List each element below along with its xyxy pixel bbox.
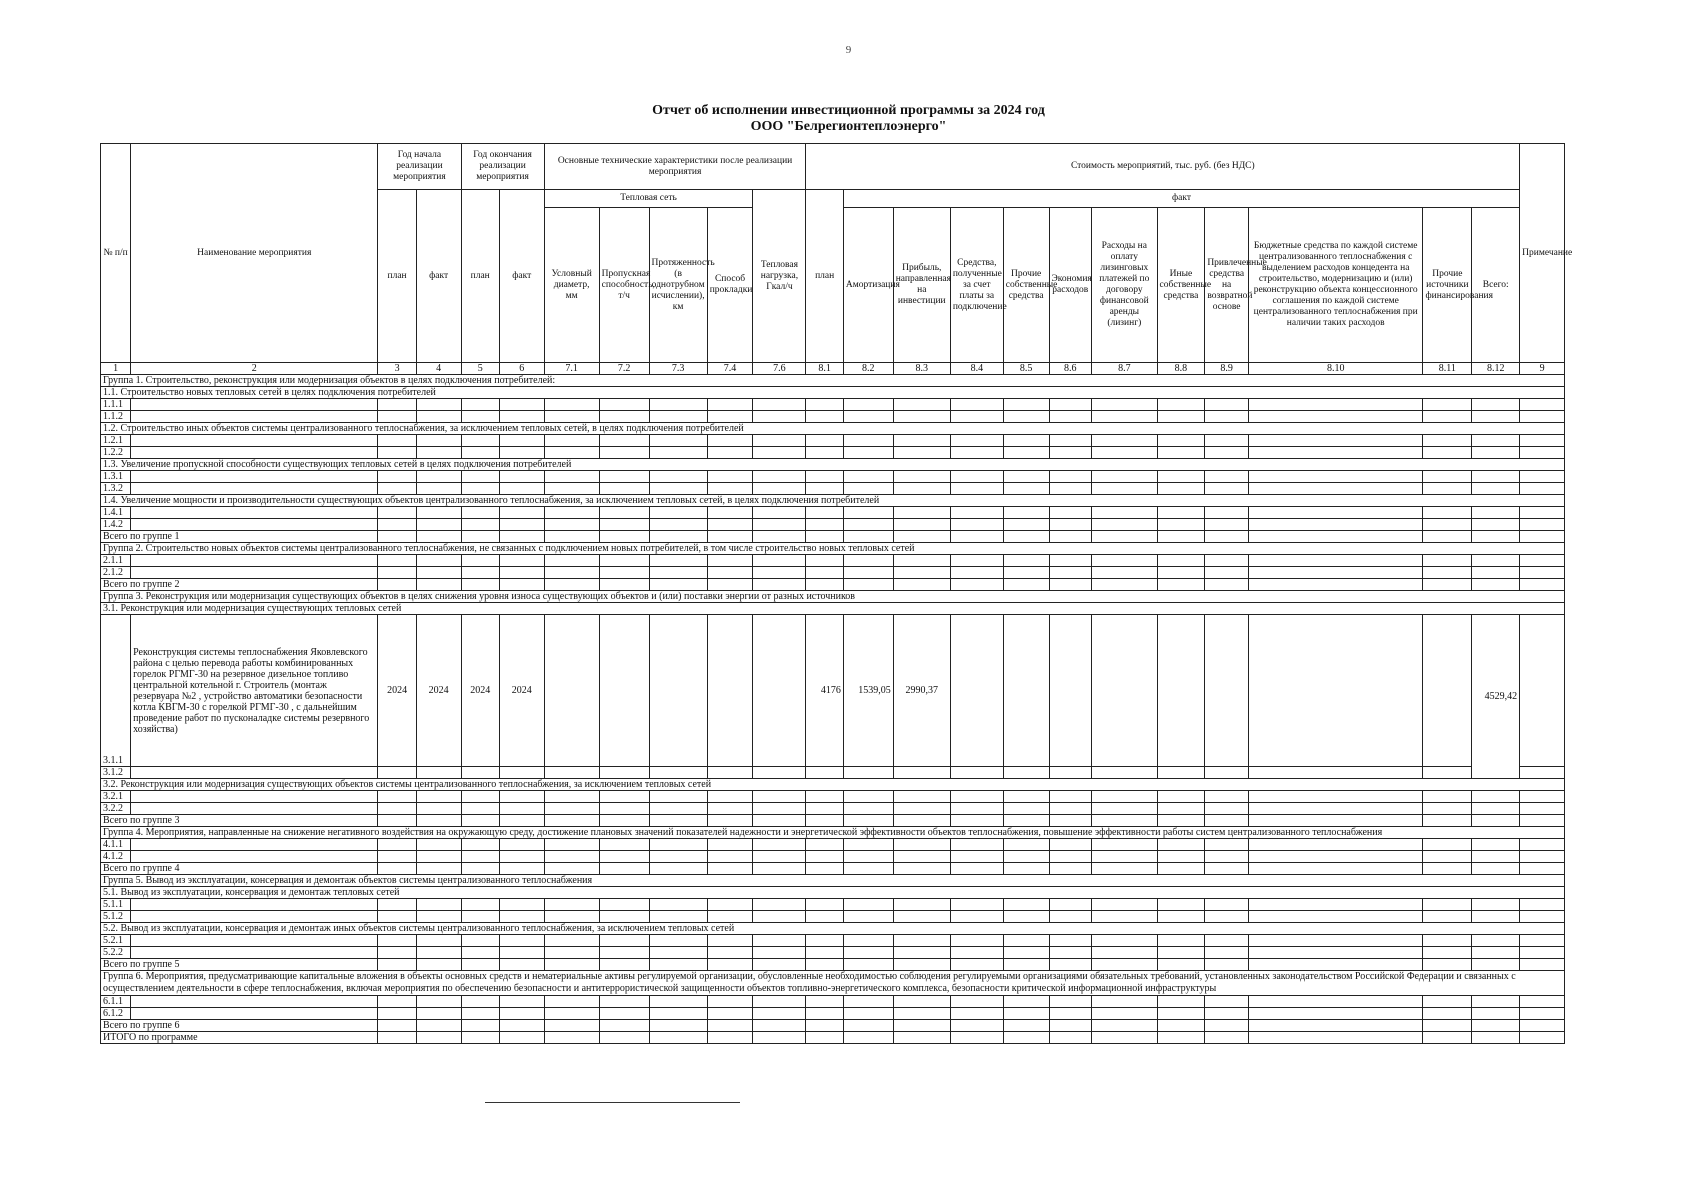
title-line-1: Отчет об исполнении инвестиционной программы за 2024 год bbox=[652, 103, 1045, 118]
col-num: 8.4 bbox=[950, 363, 1003, 375]
page-number: 9 bbox=[845, 44, 852, 56]
profit-value: 2990,37 bbox=[893, 615, 950, 767]
year-end-fact: 2024 bbox=[499, 615, 544, 767]
row-id: 5.1.1 bbox=[101, 899, 131, 911]
row-id: 6.1.1 bbox=[101, 996, 131, 1008]
investment-program-table bbox=[100, 143, 1573, 1044]
col-num: 8.3 bbox=[893, 363, 950, 375]
hdr-own-other: Прочие собственные средства bbox=[1003, 208, 1049, 363]
col-num: 8.12 bbox=[1472, 363, 1520, 375]
group-total-row bbox=[101, 863, 1565, 875]
subsection-1-1: 1.1. Строительство новых тепловых сетей в целях подключения потребителей bbox=[101, 387, 1565, 399]
hdr-laying: Способ прокладки bbox=[707, 208, 753, 363]
row-id: 2.1.2 bbox=[101, 567, 131, 579]
group-total-row bbox=[101, 815, 1565, 827]
row-id: 4.1.1 bbox=[101, 839, 131, 851]
row-id: 4.1.2 bbox=[101, 851, 131, 863]
hdr-fact-group: факт bbox=[843, 190, 1519, 208]
year-end-plan: 2024 bbox=[461, 615, 499, 767]
col-num: 8.7 bbox=[1092, 363, 1157, 375]
group-3-total: Всего по группе 3 bbox=[101, 815, 378, 827]
group-4-title: Группа 4. Мероприятия, направленные на снижение негативного воздействия на окружающую среду, достижение плановых значений показателей надежности и энергетической эффективности объектов теплоснабжения, повышение эффективности работы систем централизованного теплоснабжения bbox=[101, 827, 1565, 839]
row-id: 1.2.2 bbox=[101, 447, 131, 459]
hdr-tech: Основные технические характеристики после реализации мероприятия bbox=[544, 144, 806, 190]
group-row bbox=[101, 827, 1565, 839]
subsection-row bbox=[101, 495, 1565, 507]
table-row bbox=[101, 507, 1565, 519]
table-row bbox=[101, 447, 1565, 459]
group-total-row bbox=[101, 579, 1565, 591]
row-id: 3.1.2 bbox=[101, 767, 131, 779]
table-row bbox=[101, 935, 1565, 947]
col-num: 8.2 bbox=[843, 363, 893, 375]
col-num: 7.3 bbox=[649, 363, 707, 375]
row-id: 5.2.1 bbox=[101, 935, 131, 947]
table-row bbox=[101, 899, 1565, 911]
row-id: 1.4.1 bbox=[101, 507, 131, 519]
group-total-row bbox=[101, 531, 1565, 543]
group-6-title: Группа 6. Мероприятия, предусматривающие капитальные вложения в объекты основных средств и нематериальные активы регулируемой организации, обусловленные необходимостью соблюдения регулируемыми организациями обязательных требований, установленных законодательством Российской Федерации и связанных с осуществлением деятельности в сфере теплоснабжения, включая мероприятия по обеспечению безопасности и антитеррористической защищенности объектов топливно-энергетического комплекса, безопасности критической информационной инфраструктуры bbox=[101, 971, 1565, 996]
subsection-row bbox=[101, 387, 1565, 399]
title-line-2: ООО "Белрегионтеплоэнерго" bbox=[750, 119, 947, 134]
row-id: 3.2.2 bbox=[101, 803, 131, 815]
col-num: 8.5 bbox=[1003, 363, 1049, 375]
hdr-connection: Средства, полученные за счет платы за подключение bbox=[950, 208, 1003, 363]
col-num: 7.2 bbox=[599, 363, 649, 375]
hdr-other-sources: Прочие источники финансирования bbox=[1423, 208, 1472, 363]
col-num: 1 bbox=[101, 363, 131, 375]
group-total-row bbox=[101, 1020, 1565, 1032]
table-row bbox=[101, 839, 1565, 851]
program-total-row bbox=[101, 1032, 1565, 1044]
group-1-title: Группа 1. Строительство, реконструкция или модернизация объектов в целях подключения потребителей: bbox=[101, 375, 1565, 387]
row-id: 1.1.1 bbox=[101, 399, 131, 411]
col-num: 8.1 bbox=[806, 363, 843, 375]
table-row bbox=[101, 996, 1565, 1008]
hdr-end-fact: факт bbox=[499, 190, 544, 363]
group-row bbox=[101, 543, 1565, 555]
group-total-row bbox=[101, 959, 1565, 971]
row-id: 1.3.2 bbox=[101, 483, 131, 495]
hdr-leasing: Расходы на оплату лизинговых платежей по договору финансовой аренды (лизинг) bbox=[1092, 208, 1157, 363]
subsection-5-1: 5.1. Вывод из эксплуатации, консервация и демонтаж тепловых сетей bbox=[101, 887, 1565, 899]
table-row bbox=[101, 399, 1565, 411]
row-id: 3.2.1 bbox=[101, 791, 131, 803]
subsection-row bbox=[101, 779, 1565, 791]
total-value: 4529,42 bbox=[1472, 615, 1520, 779]
col-num: 6 bbox=[499, 363, 544, 375]
hdr-heat-load: Тепловая нагрузка, Гкал/ч bbox=[753, 190, 806, 363]
hdr-start-plan: план bbox=[378, 190, 416, 363]
col-num: 7.4 bbox=[707, 363, 753, 375]
amortization-value: 1539,05 bbox=[843, 615, 893, 767]
group-2-title: Группа 2. Строительство новых объектов системы централизованного теплоснабжения, не связанных с подключением новых потребителей, в том числе строительство новых тепловых сетей bbox=[101, 543, 1565, 555]
row-id: 3.1.1 bbox=[101, 615, 131, 767]
table-row bbox=[101, 851, 1565, 863]
row-id: 1.3.1 bbox=[101, 471, 131, 483]
hdr-start-fact: факт bbox=[416, 190, 461, 363]
row-id: 5.2.2 bbox=[101, 947, 131, 959]
table-row bbox=[101, 947, 1565, 959]
hdr-own-other-2: Иные собственные средства bbox=[1157, 208, 1205, 363]
hdr-savings: Экономия расходов bbox=[1049, 208, 1092, 363]
subsection-1-3: 1.3. Увеличение пропускной способности существующих тепловых сетей в целях подключения потребителей bbox=[101, 459, 1565, 471]
hdr-capacity: Пропускная способность, т/ч bbox=[599, 208, 649, 363]
row-id: 2.1.1 bbox=[101, 555, 131, 567]
table-row bbox=[101, 483, 1565, 495]
measure-row bbox=[101, 615, 1565, 767]
hdr-num: № п/п bbox=[101, 144, 131, 363]
group-1-total: Всего по группе 1 bbox=[101, 531, 378, 543]
subsection-5-2: 5.2. Вывод из эксплуатации, консервация и демонтаж иных объектов системы централизованного теплоснабжения, за исключением тепловых сетей bbox=[101, 923, 1565, 935]
hdr-year-end: Год окончания реализации мероприятия bbox=[461, 144, 544, 190]
subsection-3-2: 3.2. Реконструкция или модернизация существующих объектов системы централизованного теплоснабжения, за исключением тепловых сетей bbox=[101, 779, 1565, 791]
signature-line bbox=[485, 1102, 740, 1103]
hdr-year-start: Год начала реализации мероприятия bbox=[378, 144, 461, 190]
subsection-row bbox=[101, 459, 1565, 471]
col-num: 8.6 bbox=[1049, 363, 1092, 375]
subsection-row bbox=[101, 423, 1565, 435]
row-id: 6.1.2 bbox=[101, 1008, 131, 1020]
row-id: 1.4.2 bbox=[101, 519, 131, 531]
table-row bbox=[101, 767, 1565, 779]
subsection-1-2: 1.2. Строительство иных объектов системы централизованного теплоснабжения, за исключением тепловых сетей, в целях подключения потребителей bbox=[101, 423, 1565, 435]
hdr-amortization: Амортизация bbox=[843, 208, 893, 363]
subsection-row bbox=[101, 603, 1565, 615]
group-5-total: Всего по группе 5 bbox=[101, 959, 378, 971]
group-6-total: Всего по группе 6 bbox=[101, 1020, 378, 1032]
subsection-3-1: 3.1. Реконструкция или модернизация существующих тепловых сетей bbox=[101, 603, 1565, 615]
hdr-budget: Бюджетные средства по каждой системе централизованного теплоснабжения с выделением расходов концедента на строительство, модернизацию и (или) реконструкцию объекта концессионного соглашения по каждой системе централизованного теплоснабжения при наличии таких расходов bbox=[1248, 208, 1423, 363]
hdr-total: Всего: bbox=[1472, 208, 1520, 363]
hdr-cost: Стоимость мероприятий, тыс. руб. (без НДС) bbox=[806, 144, 1520, 190]
col-num: 8.10 bbox=[1248, 363, 1423, 375]
group-row bbox=[101, 591, 1565, 603]
subsection-1-4: 1.4. Увеличение мощности и производительности существующих объектов централизованного теплоснабжения, за исключением тепловых сетей, в целях подключения потребителей bbox=[101, 495, 1565, 507]
year-start-plan: 2024 bbox=[378, 615, 416, 767]
group-3-title: Группа 3. Реконструкция или модернизация существующих объектов в целях снижения уровня износа существующих объектов и (или) поставки энергии от разных источников bbox=[101, 591, 1565, 603]
subsection-row bbox=[101, 923, 1565, 935]
table-row bbox=[101, 411, 1565, 423]
col-num: 7.6 bbox=[753, 363, 806, 375]
row-id: 1.1.2 bbox=[101, 411, 131, 423]
col-num: 8.9 bbox=[1205, 363, 1249, 375]
table-row bbox=[101, 911, 1565, 923]
col-num: 5 bbox=[461, 363, 499, 375]
group-5-title: Группа 5. Вывод из эксплуатации, консервация и демонтаж объектов системы централизованного теплоснабжения bbox=[101, 875, 1565, 887]
hdr-name: Наименование мероприятия bbox=[131, 144, 378, 363]
table-row bbox=[101, 1008, 1565, 1020]
hdr-profit: Прибыль, направленная на инвестиции bbox=[893, 208, 950, 363]
hdr-heat-network: Тепловая сеть bbox=[544, 190, 753, 208]
col-num: 3 bbox=[378, 363, 416, 375]
table-row bbox=[101, 471, 1565, 483]
hdr-length: Протяженность (в однотрубном исчислении), км bbox=[649, 208, 707, 363]
col-num: 8.8 bbox=[1157, 363, 1205, 375]
group-2-total: Всего по группе 2 bbox=[101, 579, 378, 591]
hdr-diameter: Условный диаметр, мм bbox=[544, 208, 599, 363]
measure-name: Реконструкция системы теплоснабжения Яковлевского района с целью перевода работы комбинированных горелок РГМГ-30 на резервное дизельное топливо центральной котельной г. Строитель (монтаж резервуара №2 , устройство автоматики безопасности котла КВГМ-30 с горелкой РГМГ-30 , с дальнейшим проведение работ по пусконаладке системы резервного хозяйства) bbox=[131, 615, 378, 767]
column-number-row bbox=[101, 363, 1565, 375]
row-id: 1.2.1 bbox=[101, 435, 131, 447]
table-row bbox=[101, 435, 1565, 447]
year-start-fact: 2024 bbox=[416, 615, 461, 767]
report-title bbox=[0, 103, 1697, 135]
col-num: 4 bbox=[416, 363, 461, 375]
col-num: 7.1 bbox=[544, 363, 599, 375]
subsection-row bbox=[101, 887, 1565, 899]
program-total: ИТОГО по программе bbox=[101, 1032, 378, 1044]
hdr-borrowed: Привлеченные средства на возвратной основе bbox=[1205, 208, 1249, 363]
table-row bbox=[101, 567, 1565, 579]
table-row bbox=[101, 519, 1565, 531]
hdr-note: Примечание bbox=[1520, 144, 1565, 363]
table-row bbox=[101, 803, 1565, 815]
col-num: 2 bbox=[131, 363, 378, 375]
group-row bbox=[101, 875, 1565, 887]
group-4-total: Всего по группе 4 bbox=[101, 863, 378, 875]
hdr-cost-plan: план bbox=[806, 190, 843, 363]
cost-plan: 4176 bbox=[806, 615, 843, 767]
col-num: 8.11 bbox=[1423, 363, 1472, 375]
table-row bbox=[101, 791, 1565, 803]
group-row bbox=[101, 971, 1565, 996]
hdr-end-plan: план bbox=[461, 190, 499, 363]
col-num: 9 bbox=[1520, 363, 1565, 375]
group-row bbox=[101, 375, 1565, 387]
table-row bbox=[101, 555, 1565, 567]
row-id: 5.1.2 bbox=[101, 911, 131, 923]
